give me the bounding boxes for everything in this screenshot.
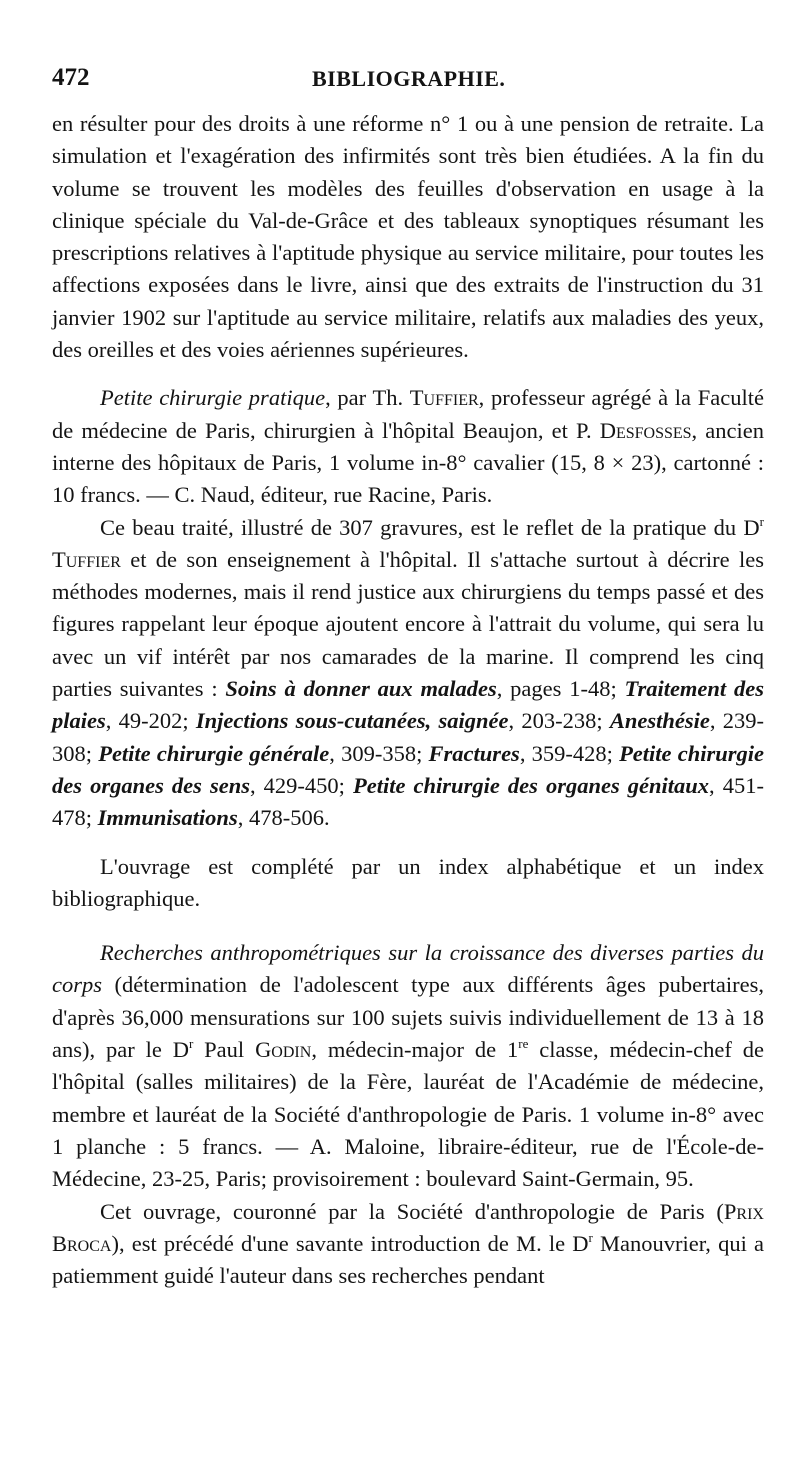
prize-name: Prix Broca	[52, 1198, 764, 1256]
body-text	[52, 108, 764, 1292]
paragraph-continuation	[52, 108, 764, 366]
running-title: BIBLIOGRAPHIE.	[312, 66, 506, 91]
text-segment: Manouvrier, qui a patiemment guidé l'auteur dans ses recherches pendant	[52, 1230, 764, 1289]
text-segment: , professeur agrégé à la Faculté de médecine de Paris, chirurgien à l'hôpital Beaujon, et P.	[52, 385, 764, 443]
author-name: Desfosses	[599, 417, 692, 443]
paragraph-text: L'ouvrage est complété par un index alphabétique et un index bibliographique.	[52, 853, 764, 911]
paragraph-text: en résulter pour des droits à une réforme n° 1 ou à une pension de retraite. La simulation et l'exagération des infirmités sont très bien étudiées. A la fin du volume se trouvent les modèles des feuilles d'observation en usage à la clinique spéciale du Val-de-Grâce et des tableaux synoptiques résumant les prescriptions relatives à l'aptitude physique au service militaire, pour toutes les affections exposées dans le livre, ainsi que des extraits de l'instruction du 31 janvier 1902 sur l'aptitude au service militaire, relatifs aux maladies des yeux, des oreilles et des voies aériennes supérieures.	[52, 111, 764, 363]
superscript: re	[518, 1036, 529, 1052]
part-title: Petite chirurgie des organes des sens	[52, 740, 764, 798]
part-title: Fractures	[428, 740, 520, 766]
page-range: , 429-450;	[249, 772, 353, 798]
page-header	[52, 64, 762, 98]
book-title: Petite chirurgie pratique	[100, 385, 326, 411]
part-title: Anesthésie	[609, 708, 710, 734]
review-paragraph	[52, 851, 764, 916]
review-paragraph	[52, 1196, 764, 1293]
page-range: , 239-308;	[52, 708, 764, 766]
superscript: r	[588, 1229, 593, 1245]
page-number: 472	[52, 64, 90, 91]
part-title: Petite chirurgie des organes génitaux	[353, 772, 710, 798]
text-segment: (détermination de l'adolescent type aux différents âges pubertaires, d'après 36,000 mensurations sur 100 sujets suivis individuellement de 13 à 18 ans), par le D	[52, 972, 764, 1063]
text-segment: Ce beau traité, illustré de 307 gravures, est le reflet de la pratique du D	[100, 514, 760, 540]
text-segment: Paul	[193, 1037, 256, 1063]
author-name: Tuffier	[409, 385, 479, 411]
page-range: , pages 1-48;	[496, 676, 625, 702]
review-entry-recherches	[52, 937, 764, 1195]
superscript: r	[759, 513, 764, 529]
page-range: , 203-238;	[508, 708, 610, 734]
page-range: , 309-358;	[329, 740, 429, 766]
text-segment: , par Th.	[325, 385, 410, 411]
book-title: Recherches anthropométriques sur la croissance des diverses parties du corps	[52, 940, 764, 998]
part-title: Injections sous-cutanées, saignée	[195, 708, 509, 734]
text-segment: classe, médecin-chef de l'hôpital (salles militaires) de la Fère, lauréat de l'Académie de médecine, membre et lauréat de la Société d'anthropologie de Paris. 1 volume in-8° avec 1 planche : 5 francs. — A. Maloine, libraire-éditeur, rue de l'École-de-Médecine, 23-25, Paris; provisoirement : boulevard Saint-Germain, 95.	[52, 1037, 764, 1192]
author-name: Tuffier	[52, 546, 121, 572]
review-paragraph	[52, 512, 764, 835]
text-segment: Cet ouvrage, couronné par la Société d'anthropologie de Paris (	[100, 1198, 724, 1224]
page-range: , 49-202;	[105, 708, 196, 734]
text-segment: , médecin-major de 1	[311, 1037, 519, 1063]
text-segment: , ancien interne des hôpitaux de Paris, 1 volume in-8° cavalier (15, 8 × 23), cartonné : 10 francs. — C. Naud, éditeur, rue Racine, Paris.	[52, 417, 764, 508]
part-title: Soins à donner aux malades	[225, 676, 497, 702]
page-range: , 451-478;	[52, 772, 764, 831]
superscript: r	[188, 1036, 194, 1052]
part-title: Traitement des plaies	[52, 676, 764, 734]
text-segment: ), est précédé d'une savante introduction de M. le D	[111, 1230, 589, 1256]
part-title: Immunisations	[97, 805, 238, 831]
author-name: Godin	[255, 1037, 312, 1063]
part-title: Petite chirurgie générale	[98, 740, 330, 766]
page-range: , 478-506.	[237, 805, 330, 831]
text-segment: et de son enseignement à l'hôpital. Il s'attache surtout à décrire les méthodes modernes, mais il rend justice aux chirurgiens du temps passé et des figures rappelant leur époque ajoutent encore à l'attrait du volume, qui sera lu avec un vif intérêt par nos camarades de la marine. Il comprend les cinq parties suivantes :	[52, 546, 764, 702]
review-entry-petite-chirurgie	[52, 382, 764, 511]
page-range: , 359-428;	[519, 740, 620, 766]
